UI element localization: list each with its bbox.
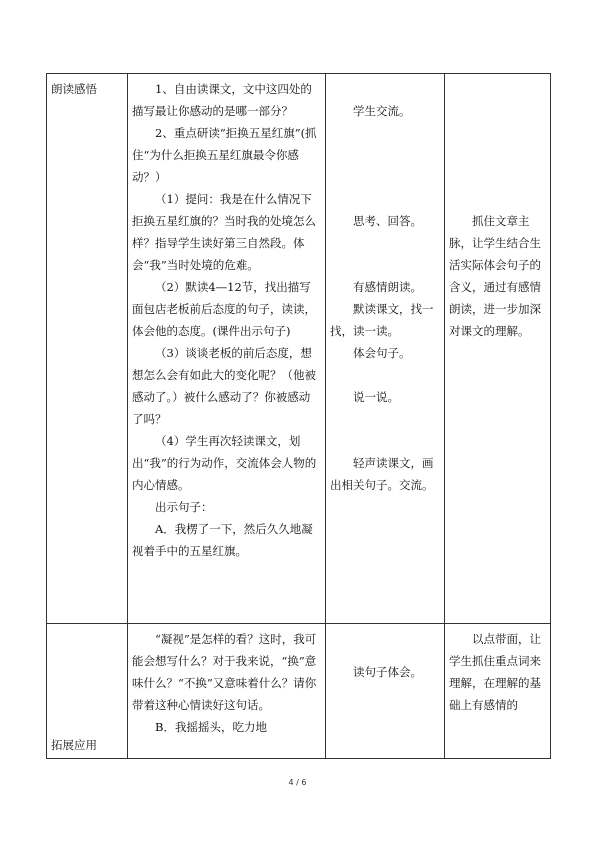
student-activity-cell <box>326 74 445 624</box>
design-intent-cell <box>445 74 551 624</box>
section-label-cell <box>47 74 128 624</box>
student-step: 轻声读课文，画出相关句子。交流。 <box>330 456 434 492</box>
teacher-step: A．我楞了一下，然后久久地凝视着手中的五星红旗。 <box>132 522 313 558</box>
section-label: 朗读感悟 <box>51 82 97 96</box>
teacher-step: 2、重点研读“拒换五星红旗”(抓住“为什么拒换五星红旗最令你感动？） <box>132 126 317 184</box>
teacher-step: （3）谈谈老板的前后态度，想想怎么会有如此大的变化呢？（他被感动了。）被什么感动了？你被感动了吗？ <box>132 346 316 426</box>
teacher-step: “凝视”是怎样的看？这时，我可能会想写什么？对于我来说，“换”意味什么？“不换”又意味着什么？请你带着这种心情读好这句话。 <box>132 632 317 712</box>
design-intent-cell <box>445 624 551 759</box>
student-step: 有感情朗读。 <box>353 280 422 294</box>
teacher-step: 1、自由读课文，文中这四处的描写最让你感动的是哪一部分？ <box>132 82 312 118</box>
teacher-step: （4）学生再次轻读课文，划出“我”的行为动作，交流体会人物的内心情感。 <box>132 434 317 492</box>
teacher-step: 出示句子： <box>155 500 213 514</box>
section-label-cell <box>47 624 128 759</box>
design-intent: 以点带面，让学生抓住重点词来理解，在理解的基础上有感情的 <box>449 632 541 712</box>
teacher-step: （1）提问：我是在什么情况下拒换五星红旗的？当时我的处境怎么样？指导学生读好第三自然段。体会“我”当时处境的危难。 <box>132 192 316 272</box>
student-step: 说一说。 <box>353 390 399 404</box>
teacher-step: （2）默读4—12节，找出描写面包店老板前后态度的句子，读读，体会他的态度。(课件出示句子) <box>132 280 316 338</box>
student-step: 学生交流。 <box>353 104 411 118</box>
teacher-activity-cell <box>128 74 326 624</box>
teacher-activity-cell <box>128 624 326 759</box>
table-row <box>47 624 551 759</box>
student-step: 体会句子。 <box>353 346 411 360</box>
student-step: 读句子体会。 <box>353 665 422 679</box>
student-step: 思考、回答。 <box>353 214 422 228</box>
design-intent: 抓住文章主脉，让学生结合生活实际体会句子的含义，通过有感情朗读，进一步加深对课文的理解。 <box>449 214 541 338</box>
student-step: 默读课文，找一找，读一读。 <box>330 302 434 338</box>
page-number: 4 / 6 <box>288 778 307 787</box>
teacher-step: B．我摇摇头，吃力地 <box>155 720 267 734</box>
table-row <box>47 74 551 624</box>
student-activity-cell <box>326 624 445 759</box>
lesson-plan-table <box>46 73 551 759</box>
section-label: 拓展应用 <box>51 738 97 752</box>
